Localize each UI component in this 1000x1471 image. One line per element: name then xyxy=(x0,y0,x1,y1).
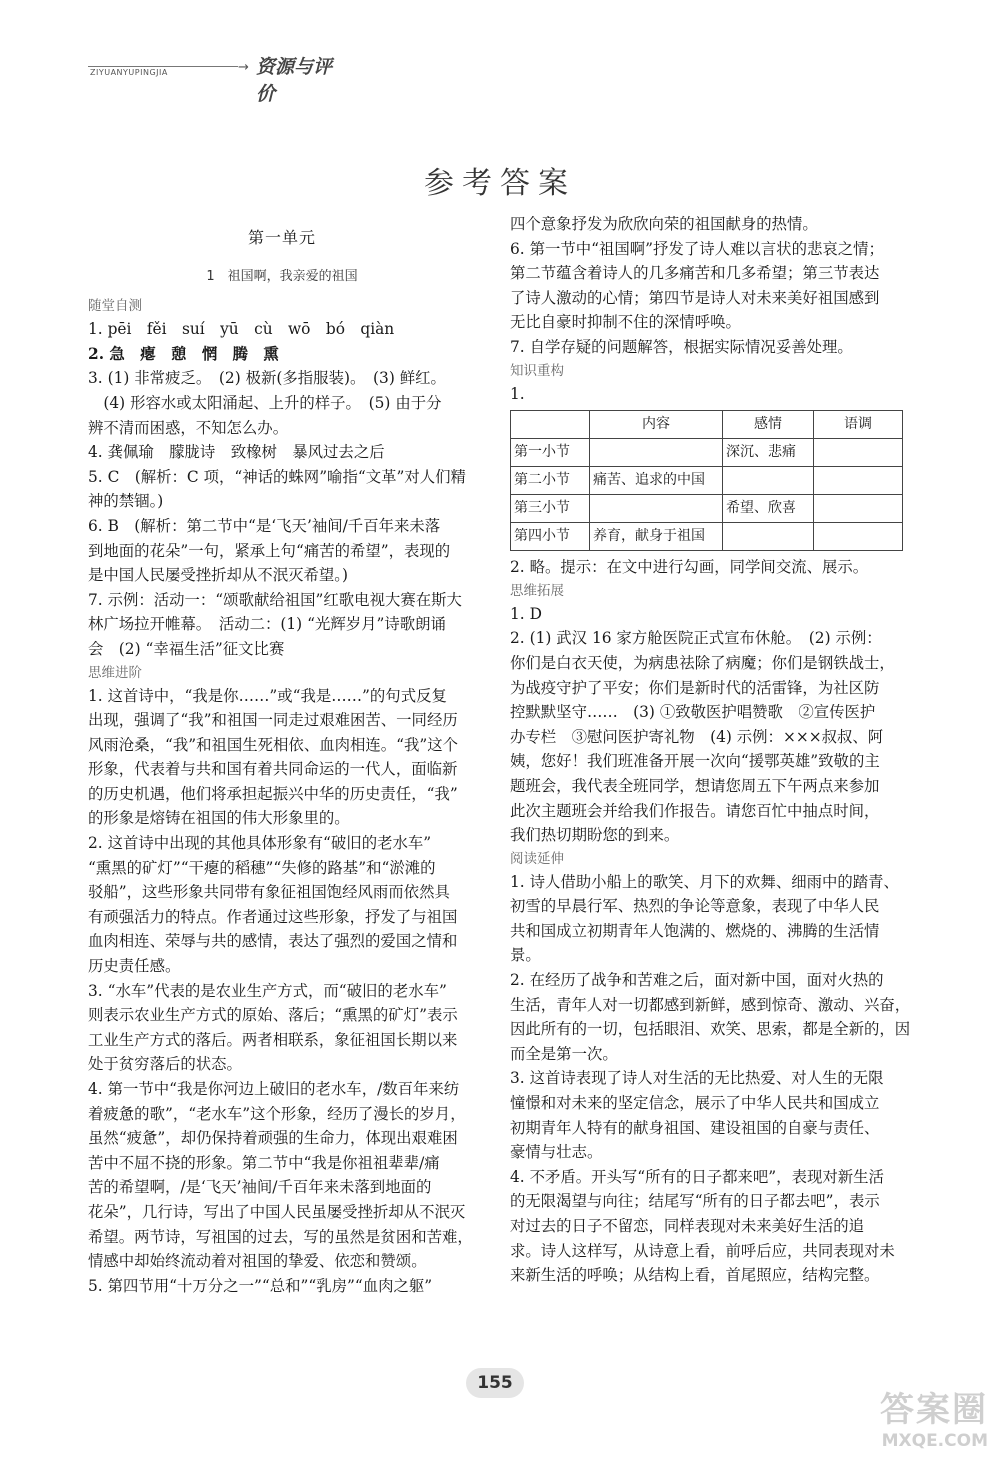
answer-line: 处于贫穷落后的状态。 xyxy=(88,1055,242,1074)
page-number: 155 xyxy=(466,1368,524,1398)
answer-line: 初雪的早晨行军、热烈的争论等意象，表现了中华人民 xyxy=(510,897,880,916)
answer-line: 苦的希望啊，/是‘飞天’袖间/千百年来未落到地面的 xyxy=(88,1178,432,1197)
answer-line: 3. “水车”代表的是农业生产方式，而“破旧的老水车” xyxy=(88,981,447,1000)
answer-line: 是中国人民屡受挫折却从不泯灭希望。) xyxy=(88,566,348,585)
answer-line: 1. pēi fěi suí yū cù wō bó qiàn xyxy=(88,320,395,339)
right-column xyxy=(510,212,910,1288)
answer-line: 1. 诗人借助小船上的歌笑、月下的欢舞、细雨中的踏青、 xyxy=(510,872,899,891)
table-header-row xyxy=(511,411,903,439)
lesson-heading: 1 祖国啊，我亲爱的祖国 xyxy=(206,268,358,284)
table-cell xyxy=(814,467,903,495)
answer-line: 会 (2) “幸福生活”征文比赛 xyxy=(88,639,285,658)
table-cell: 希望、欣喜 xyxy=(723,495,814,523)
answer-line: 历史责任感。 xyxy=(88,957,181,976)
answer-line: “熏黑的矿灯”“干瘪的稻穗”“失修的路基”和“淤滩的 xyxy=(88,858,436,877)
table-cell xyxy=(590,495,723,523)
answer-line: 求。诗人这样写，从诗意上看，前呼后应，共同表现对未 xyxy=(510,1241,895,1260)
answer-line: 无比自豪时抑制不住的深情呼唤。 xyxy=(510,313,741,332)
watermark-url: MXQE.COM xyxy=(881,1431,988,1451)
answer-line: 来新生活的呼唤；从结构上看，首尾照应，结构完整。 xyxy=(510,1266,880,1285)
section-heading: 阅读延伸 xyxy=(510,850,564,867)
table-cell: 第二小节 xyxy=(511,467,590,495)
answer-line: 苦中不屈不挠的形象。第二节中“我是你祖祖辈辈/痛 xyxy=(88,1153,440,1172)
table-cell: 第三小节 xyxy=(511,495,590,523)
knowledge-table xyxy=(510,410,903,551)
header-pinyin: ZIYUANYUPINGJIA xyxy=(90,68,168,77)
table-cell: 第四小节 xyxy=(511,523,590,551)
table-cell: 养育，献身于祖国 xyxy=(590,523,723,551)
table-row xyxy=(511,495,903,523)
answer-line: (4) 形容水或太阳涌起、上升的样子。 (5) 由于分 xyxy=(88,393,442,412)
answer-line: 工业生产方式的落后。两者相联系，象征祖国长期以来 xyxy=(88,1030,458,1049)
header-rule xyxy=(88,66,238,67)
arrow-icon: → xyxy=(238,60,249,75)
answer-line: 1. D xyxy=(510,604,542,623)
answer-line: 1. xyxy=(510,384,525,403)
left-column xyxy=(88,212,476,1298)
section-heading: 思维拓展 xyxy=(510,582,564,599)
watermark-logo-text: 答案圈 xyxy=(880,1390,988,1430)
table-cell xyxy=(723,467,814,495)
answer-line: 希望。两节诗，写祖国的过去，写的虽然是贫困和苦难， xyxy=(88,1227,473,1246)
answer-line: 7. 自学存疑的问题解答，根据实际情况妥善处理。 xyxy=(510,337,853,356)
answer-line: 2. 略。提示：在文中进行勾画，同学间交流、展示。 xyxy=(510,558,869,577)
answer-line: 4. 龚佩瑜 朦胧诗 致橡树 暴风过去之后 xyxy=(88,443,385,462)
answer-line: 共和国成立初期青年人饱满的、燃烧的、沸腾的生活情 xyxy=(510,921,880,940)
table-cell xyxy=(814,523,903,551)
answer-line: 第二节蕴含着诗人的几多痛苦和几多希望；第三节表达 xyxy=(510,264,880,283)
table-cell xyxy=(723,523,814,551)
table-cell: 痛苦、追求的中国 xyxy=(590,467,723,495)
table-row xyxy=(511,467,903,495)
answer-line: 林广场拉开帷幕。 活动二：(1) “光辉岁月”诗歌朗诵 xyxy=(88,615,446,634)
answer-line: 则表示农业生产方式的原始、落后；“熏黑的矿灯”表示 xyxy=(88,1006,458,1025)
answer-line: 3. (1) 非常疲乏。 (2) 极新(多指服装)。 (3) 鲜红。 xyxy=(88,369,446,388)
answer-line: 情感中却始终流动着对祖国的挚爱、依恋和赞颂。 xyxy=(88,1252,427,1271)
answer-line: 5. C (解析：C 项，“神话的蛛网”喻指“文革”对人们精 xyxy=(88,467,466,486)
answer-line: 着疲惫的歌”，“老水车”这个形象，经历了漫长的岁月， xyxy=(88,1104,466,1123)
header-brand: 资源与评价 xyxy=(256,56,333,105)
answer-line: 景。 xyxy=(510,946,541,965)
answer-line: 辨不清而困惑，不知怎么办。 xyxy=(88,418,289,437)
answer-line: 2. 在经历了战争和苦难之后，面对新中国，面对火热的 xyxy=(510,971,884,990)
answer-line: 3. 这首诗表现了诗人对生活的无比热爱、对人生的无限 xyxy=(510,1069,884,1088)
answer-line: 姨，您好！我们班准备开展一次向“援鄂英雄”致敬的主 xyxy=(510,752,880,771)
answer-line: 的无限渴望与向往；结尾写“所有的日子都去吧”，表示 xyxy=(510,1192,880,1211)
section-heading: 知识重构 xyxy=(510,362,564,379)
answer-line: 初期青年人特有的献身祖国、建设祖国的自豪与责任、 xyxy=(510,1118,880,1137)
answer-line: 憧憬和对未来的坚定信念，展示了中华人民共和国成立 xyxy=(510,1094,880,1113)
answer-line: 四个意象抒发为欣欣向荣的祖国献身的热情。 xyxy=(510,215,818,233)
answer-line: 7. 示例：活动一：“颂歌献给祖国”红歌电视大赛在斯大 xyxy=(88,590,462,609)
answer-line: 血肉相连、荣辱与共的感情，表达了强烈的爱国之情和 xyxy=(88,932,458,951)
answer-line: 办专栏 ③慰问医护寄礼物 (4) 示例：×××叔叔、阿 xyxy=(510,727,884,746)
answer-line: 1. 这首诗中，“我是你……”或“我是……”的句式反复 xyxy=(88,686,447,705)
answer-line: 此次主题班会并给我们作报告。请您百忙中抽点时间， xyxy=(510,801,880,820)
answer-line: 豪情与壮志。 xyxy=(510,1143,603,1162)
answer-line: 4. 不矛盾。开头写“所有的日子都来吧”，表现对新生活 xyxy=(510,1167,884,1186)
answer-line: 你们是白衣天使，为病患祛除了病魔；你们是钢铁战士， xyxy=(510,653,895,672)
watermark xyxy=(828,1382,988,1462)
table-header-cell: 内容 xyxy=(590,411,723,439)
answer-line: 出现，强调了“我”和祖国一同走过艰难困苦、一同经历 xyxy=(88,711,458,730)
answer-line: 而全是第一次。 xyxy=(510,1044,618,1063)
answer-line: 因此所有的一切，包括眼泪、欢笑、思索，都是全新的，因 xyxy=(510,1020,910,1039)
answer-line: 控默默坚守…… (3) ①致敬医护唱赞歌 ②宣传医护 xyxy=(510,703,876,722)
answer-line: 2. 急 瘪 憩 惘 腾 熏 xyxy=(88,344,279,363)
answer-line: 神的禁锢。) xyxy=(88,492,164,511)
unit-heading: 第一单元 xyxy=(247,228,316,247)
table-header-cell xyxy=(511,411,590,439)
answer-line: 对过去的日子不留恋，同样表现对未来美好生活的追 xyxy=(510,1217,864,1235)
page-title: 参考答案 xyxy=(424,166,576,201)
answer-line: 的历史机遇，他们将承担起振兴中华的历史责任，“我” xyxy=(88,784,458,803)
table-cell xyxy=(814,495,903,523)
table-cell: 第一小节 xyxy=(511,439,590,467)
table-row xyxy=(511,523,903,551)
answer-line: 生活，青年人对一切都感到新鲜，感到惊奇、激动、兴奋， xyxy=(510,995,910,1014)
answer-line: 5. 第四节用“十万分之一”“总和”“乳房”“血肉之躯” xyxy=(88,1276,433,1295)
answer-line: 了诗人激动的心情；第四节是诗人对未来美好祖国感到 xyxy=(510,288,880,307)
answer-line: 到地面的花朵”一句，紧承上句“痛苦的希望”，表现的 xyxy=(88,541,451,560)
table-header-cell: 语调 xyxy=(814,411,903,439)
answer-line: 6. 第一节中“祖国啊”抒发了诗人难以言状的悲哀之情； xyxy=(510,239,884,258)
answer-line: 形象，代表着与共和国有着共同命运的一代人，面临新 xyxy=(88,760,458,779)
answer-line: 为战疫守护了平安；你们是新时代的活雷锋，为社区防 xyxy=(510,678,880,697)
answer-line: 2. (1) 武汉 16 家方舱医院正式宣布休舱。 (2) 示例： xyxy=(510,629,882,648)
answer-line: 我们热切期盼您的到来。 xyxy=(510,826,680,845)
table-cell xyxy=(814,439,903,467)
table-row xyxy=(511,439,903,467)
book-header xyxy=(88,52,338,105)
answer-line: 题班会，我代表全班同学，想请您周五下午两点来参加 xyxy=(510,776,880,795)
table-cell: 深沉、悲痛 xyxy=(723,439,814,467)
section-heading: 随堂自测 xyxy=(88,298,142,315)
table-header-cell: 感情 xyxy=(723,411,814,439)
answer-line: 2. 这首诗中出现的其他具体形象有“破旧的老水车” xyxy=(88,834,432,853)
answer-line: 6. B (解析：第二节中“是‘飞天’袖间/千百年来未落 xyxy=(88,516,441,535)
answer-line: 风雨沧桑，“我”和祖国生死相依、血肉相连。“我”这个 xyxy=(88,735,459,754)
table-cell xyxy=(590,439,723,467)
answer-line: 4. 第一节中“我是你河边上破旧的老水车，/数百年来纺 xyxy=(88,1080,460,1098)
answer-line: 虽然“疲惫”，却仍保持着顽强的生命力，体现出艰难困 xyxy=(88,1129,458,1148)
section-heading: 思维进阶 xyxy=(88,664,142,681)
answer-line: 的形象是熔铸在祖国的伟大形象里的。 xyxy=(88,809,350,828)
answer-line: 驳船”，这些形象共同带有象征祖国饱经风雨而依然具 xyxy=(88,883,450,902)
answer-line: 花朵”，几行诗，写出了中国人民虽屡受挫折却从不泯灭 xyxy=(88,1202,466,1221)
answer-line: 有顽强活力的特点。作者通过这些形象，抒发了与祖国 xyxy=(88,907,458,926)
